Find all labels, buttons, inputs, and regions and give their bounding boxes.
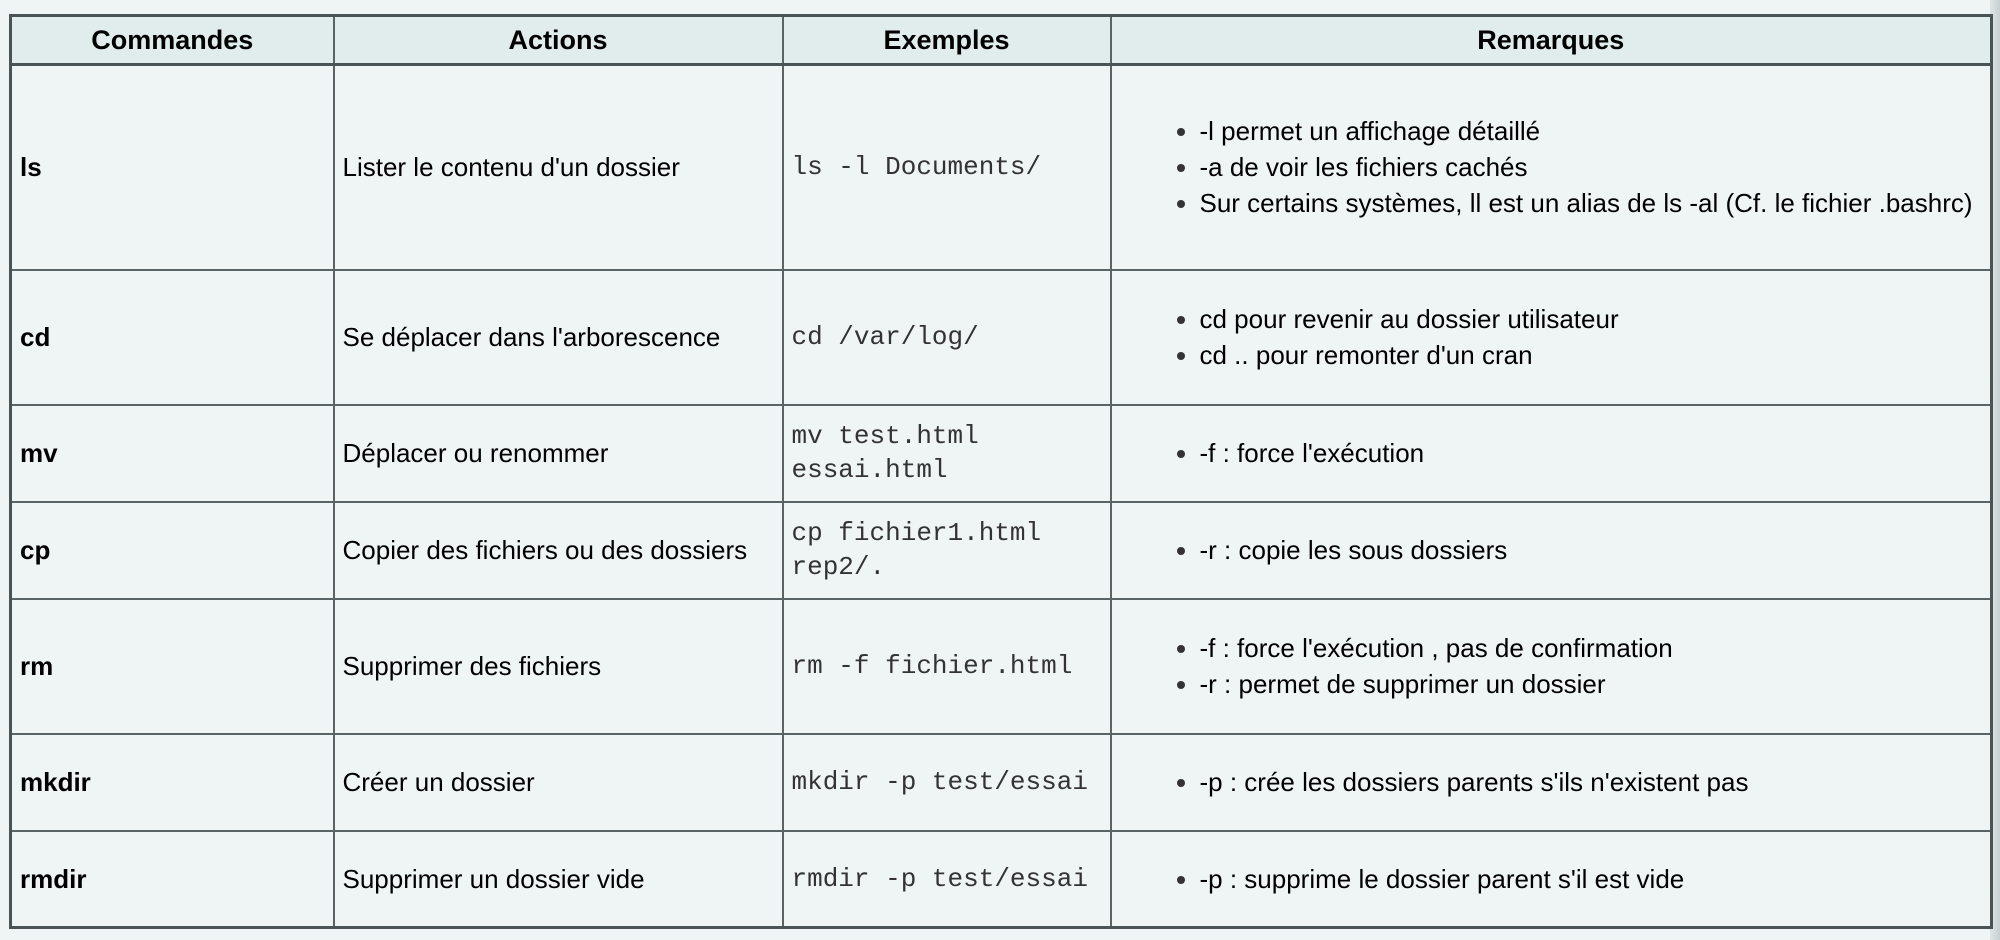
remarks-cell	[1111, 599, 1992, 734]
remarks-cell	[1111, 65, 1992, 270]
table-row	[11, 405, 1992, 502]
action-cell: Supprimer des fichiers	[334, 599, 783, 734]
example-line: mkdir -p test/essai	[791, 767, 1088, 797]
table-row	[11, 65, 1992, 270]
remark-item: cd .. pour remonter d'un cran	[1200, 337, 1983, 373]
table-row	[11, 270, 1992, 405]
commands-table	[9, 14, 1993, 929]
action-cell: Supprimer un dossier vide	[334, 831, 783, 928]
remarks-list	[1120, 764, 1983, 800]
remark-item: -p : crée les dossiers parents s'ils n'existent pas	[1200, 764, 1983, 800]
example-cell	[783, 831, 1111, 928]
remark-item: -p : supprime le dossier parent s'il est vide	[1200, 861, 1983, 897]
example-line: rmdir -p test/essai	[791, 863, 1088, 894]
command-cell: cp	[11, 502, 334, 599]
remarks-cell	[1111, 502, 1992, 599]
remark-item: -r : permet de supprimer un dossier	[1200, 666, 1983, 702]
header-examples: Exemples	[783, 16, 1111, 65]
command-cell: mv	[11, 405, 334, 502]
remark-item: -r : copie les sous dossiers	[1200, 532, 1983, 568]
remarks-cell	[1111, 405, 1992, 502]
table-row	[11, 831, 1992, 928]
example-line: mv test.html	[791, 421, 979, 451]
command-cell: ls	[11, 65, 334, 270]
example-cell	[783, 734, 1111, 831]
example-line: essai.html	[791, 455, 948, 485]
table-row	[11, 502, 1992, 599]
remark-item: Sur certains systèmes, ll est un alias de ls -al (Cf. le fichier .bashrc)	[1200, 185, 1983, 221]
command-cell: mkdir	[11, 734, 334, 831]
example-cell	[783, 65, 1111, 270]
remark-item: cd pour revenir au dossier utilisateur	[1200, 301, 1983, 337]
command-cell: cd	[11, 270, 334, 405]
remark-item: -l permet un affichage détaillé	[1200, 113, 1983, 149]
table-body	[11, 65, 1992, 928]
example-line: cp fichier1.html	[791, 518, 1042, 548]
action-cell: Lister le contenu d'un dossier	[334, 65, 783, 270]
header-commands: Commandes	[11, 16, 334, 65]
remarks-list	[1120, 532, 1983, 568]
example-line: rep2/.	[791, 552, 886, 582]
remarks-cell	[1111, 831, 1992, 928]
example-line: rm -f fichier.html	[791, 651, 1073, 681]
remarks-list	[1120, 435, 1983, 471]
remarks-list	[1120, 630, 1983, 702]
header-remarks: Remarques	[1111, 16, 1992, 65]
action-cell: Copier des fichiers ou des dossiers	[334, 502, 783, 599]
example-line: cd /var/log/	[791, 322, 979, 352]
remarks-list	[1120, 301, 1983, 373]
remark-item: -f : force l'exécution	[1200, 435, 1983, 471]
example-cell	[783, 270, 1111, 405]
table-row	[11, 734, 1992, 831]
remarks-list	[1120, 113, 1983, 221]
remark-item: -a de voir les fichiers cachés	[1200, 149, 1983, 185]
example-line: ls -l Documents/	[791, 152, 1042, 183]
action-cell: Déplacer ou renommer	[334, 405, 783, 502]
table-row	[11, 599, 1992, 734]
remarks-cell	[1111, 734, 1992, 831]
action-cell: Créer un dossier	[334, 734, 783, 831]
remark-item: -f : force l'exécution , pas de confirmation	[1200, 630, 1983, 666]
remarks-cell	[1111, 270, 1992, 405]
remarks-list	[1120, 861, 1983, 897]
action-cell: Se déplacer dans l'arborescence	[334, 270, 783, 405]
command-cell: rmdir	[11, 831, 334, 928]
example-cell	[783, 502, 1111, 599]
example-cell	[783, 599, 1111, 734]
table-header-row	[11, 16, 1992, 65]
command-cell: rm	[11, 599, 334, 734]
example-cell	[783, 405, 1111, 502]
header-actions: Actions	[334, 16, 783, 65]
